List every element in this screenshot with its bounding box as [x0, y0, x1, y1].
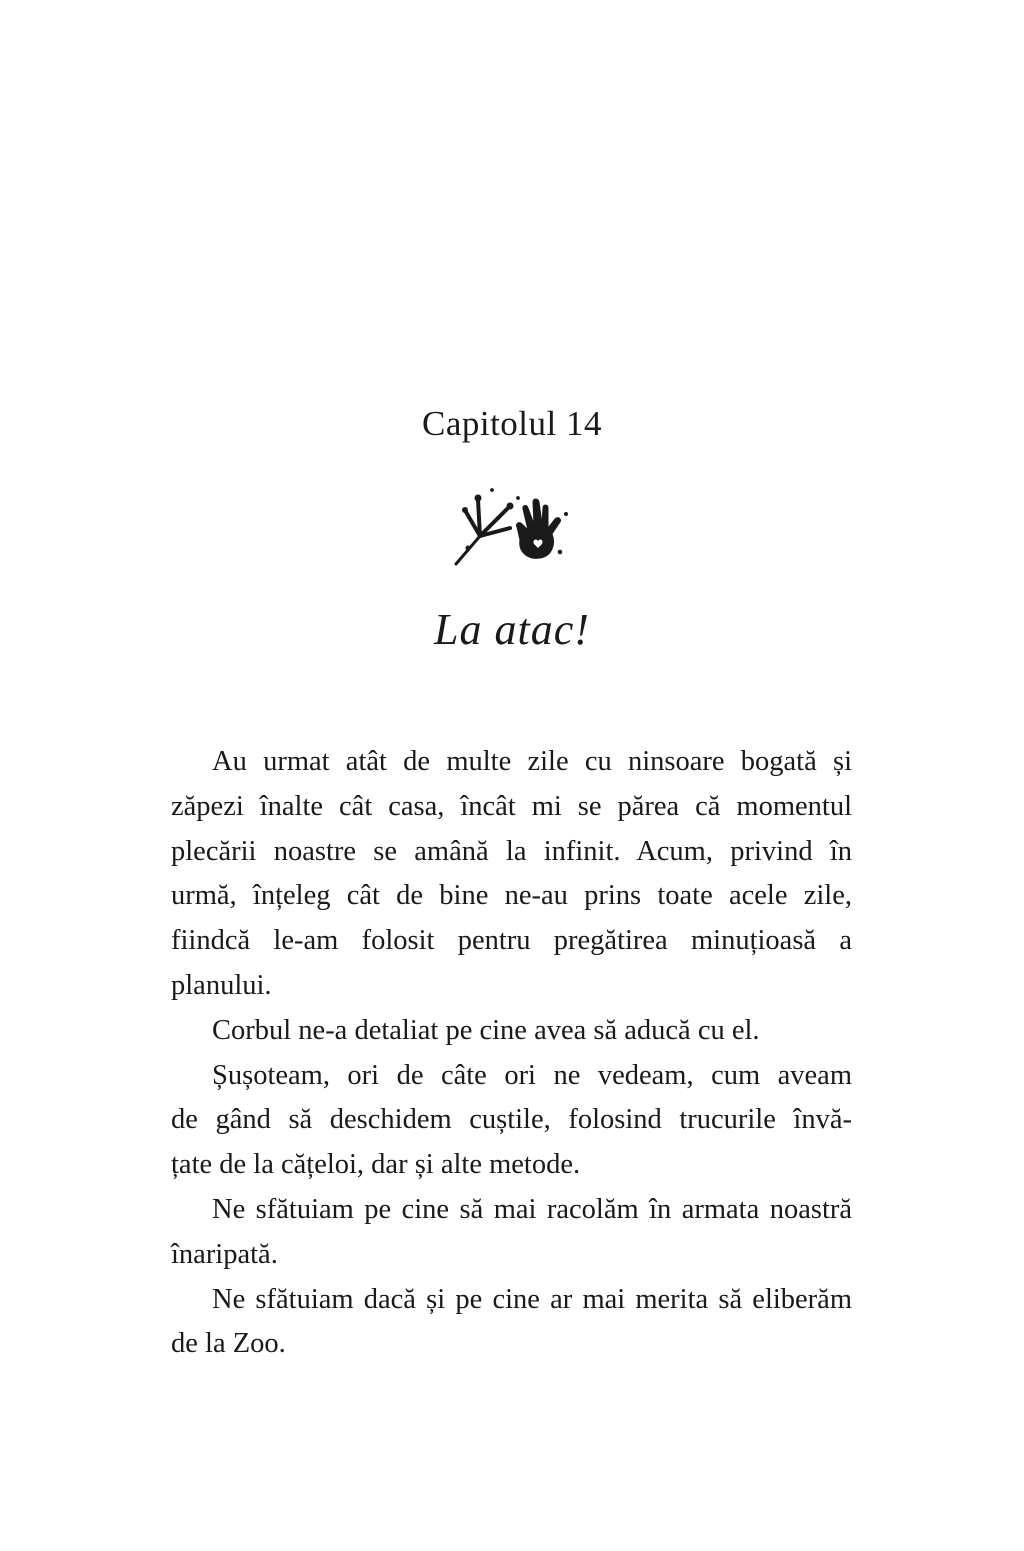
bird-track-and-handprint-icon: [448, 478, 578, 570]
text-line: Șușoteam, ori de câte ori ne vedeam, cum aveam: [212, 1059, 852, 1091]
paragraph: [171, 1054, 852, 1188]
text-line: țate de la cățeloi, dar și alte metode.: [171, 1149, 581, 1181]
paragraph: [171, 1009, 852, 1054]
text-line: fiindcă le-am folosit pentru pregătirea minuțioasă a: [171, 925, 852, 957]
chapter-label: Capitolul 14: [421, 404, 603, 443]
text-line: Au urmat atât de multe zile cu ninsoare bogată și: [212, 746, 852, 777]
chapter-title: La atac!: [434, 605, 590, 654]
paragraph: [171, 1278, 852, 1368]
paragraph: [171, 1188, 852, 1278]
text-line: de la Zoo.: [171, 1328, 286, 1360]
text-line: zăpezi înalte cât casa, încât mi se părea că momentul: [171, 790, 852, 822]
text-line: Ne sfătuiam dacă și pe cine ar mai merita să eliberăm: [212, 1283, 852, 1315]
text-line: de gând să deschidem cuștile, folosind trucurile învă-: [171, 1104, 852, 1136]
chapter-body: [171, 740, 852, 1367]
text-line: urmă, înțeleg cât de bine ne-au prins toate acele zile,: [171, 880, 852, 912]
text-line: Corbul ne-a detaliat pe cine avea să aducă cu el.: [212, 1014, 760, 1046]
text-line: planului.: [171, 969, 272, 1001]
text-line: Ne sfătuiam pe cine să mai racolăm în armata noastră: [212, 1193, 852, 1225]
paragraph: [171, 740, 852, 1009]
text-line: înaripată.: [171, 1238, 278, 1270]
text-line: plecării noastre se amână la infinit. Acum, privind în: [171, 835, 852, 867]
